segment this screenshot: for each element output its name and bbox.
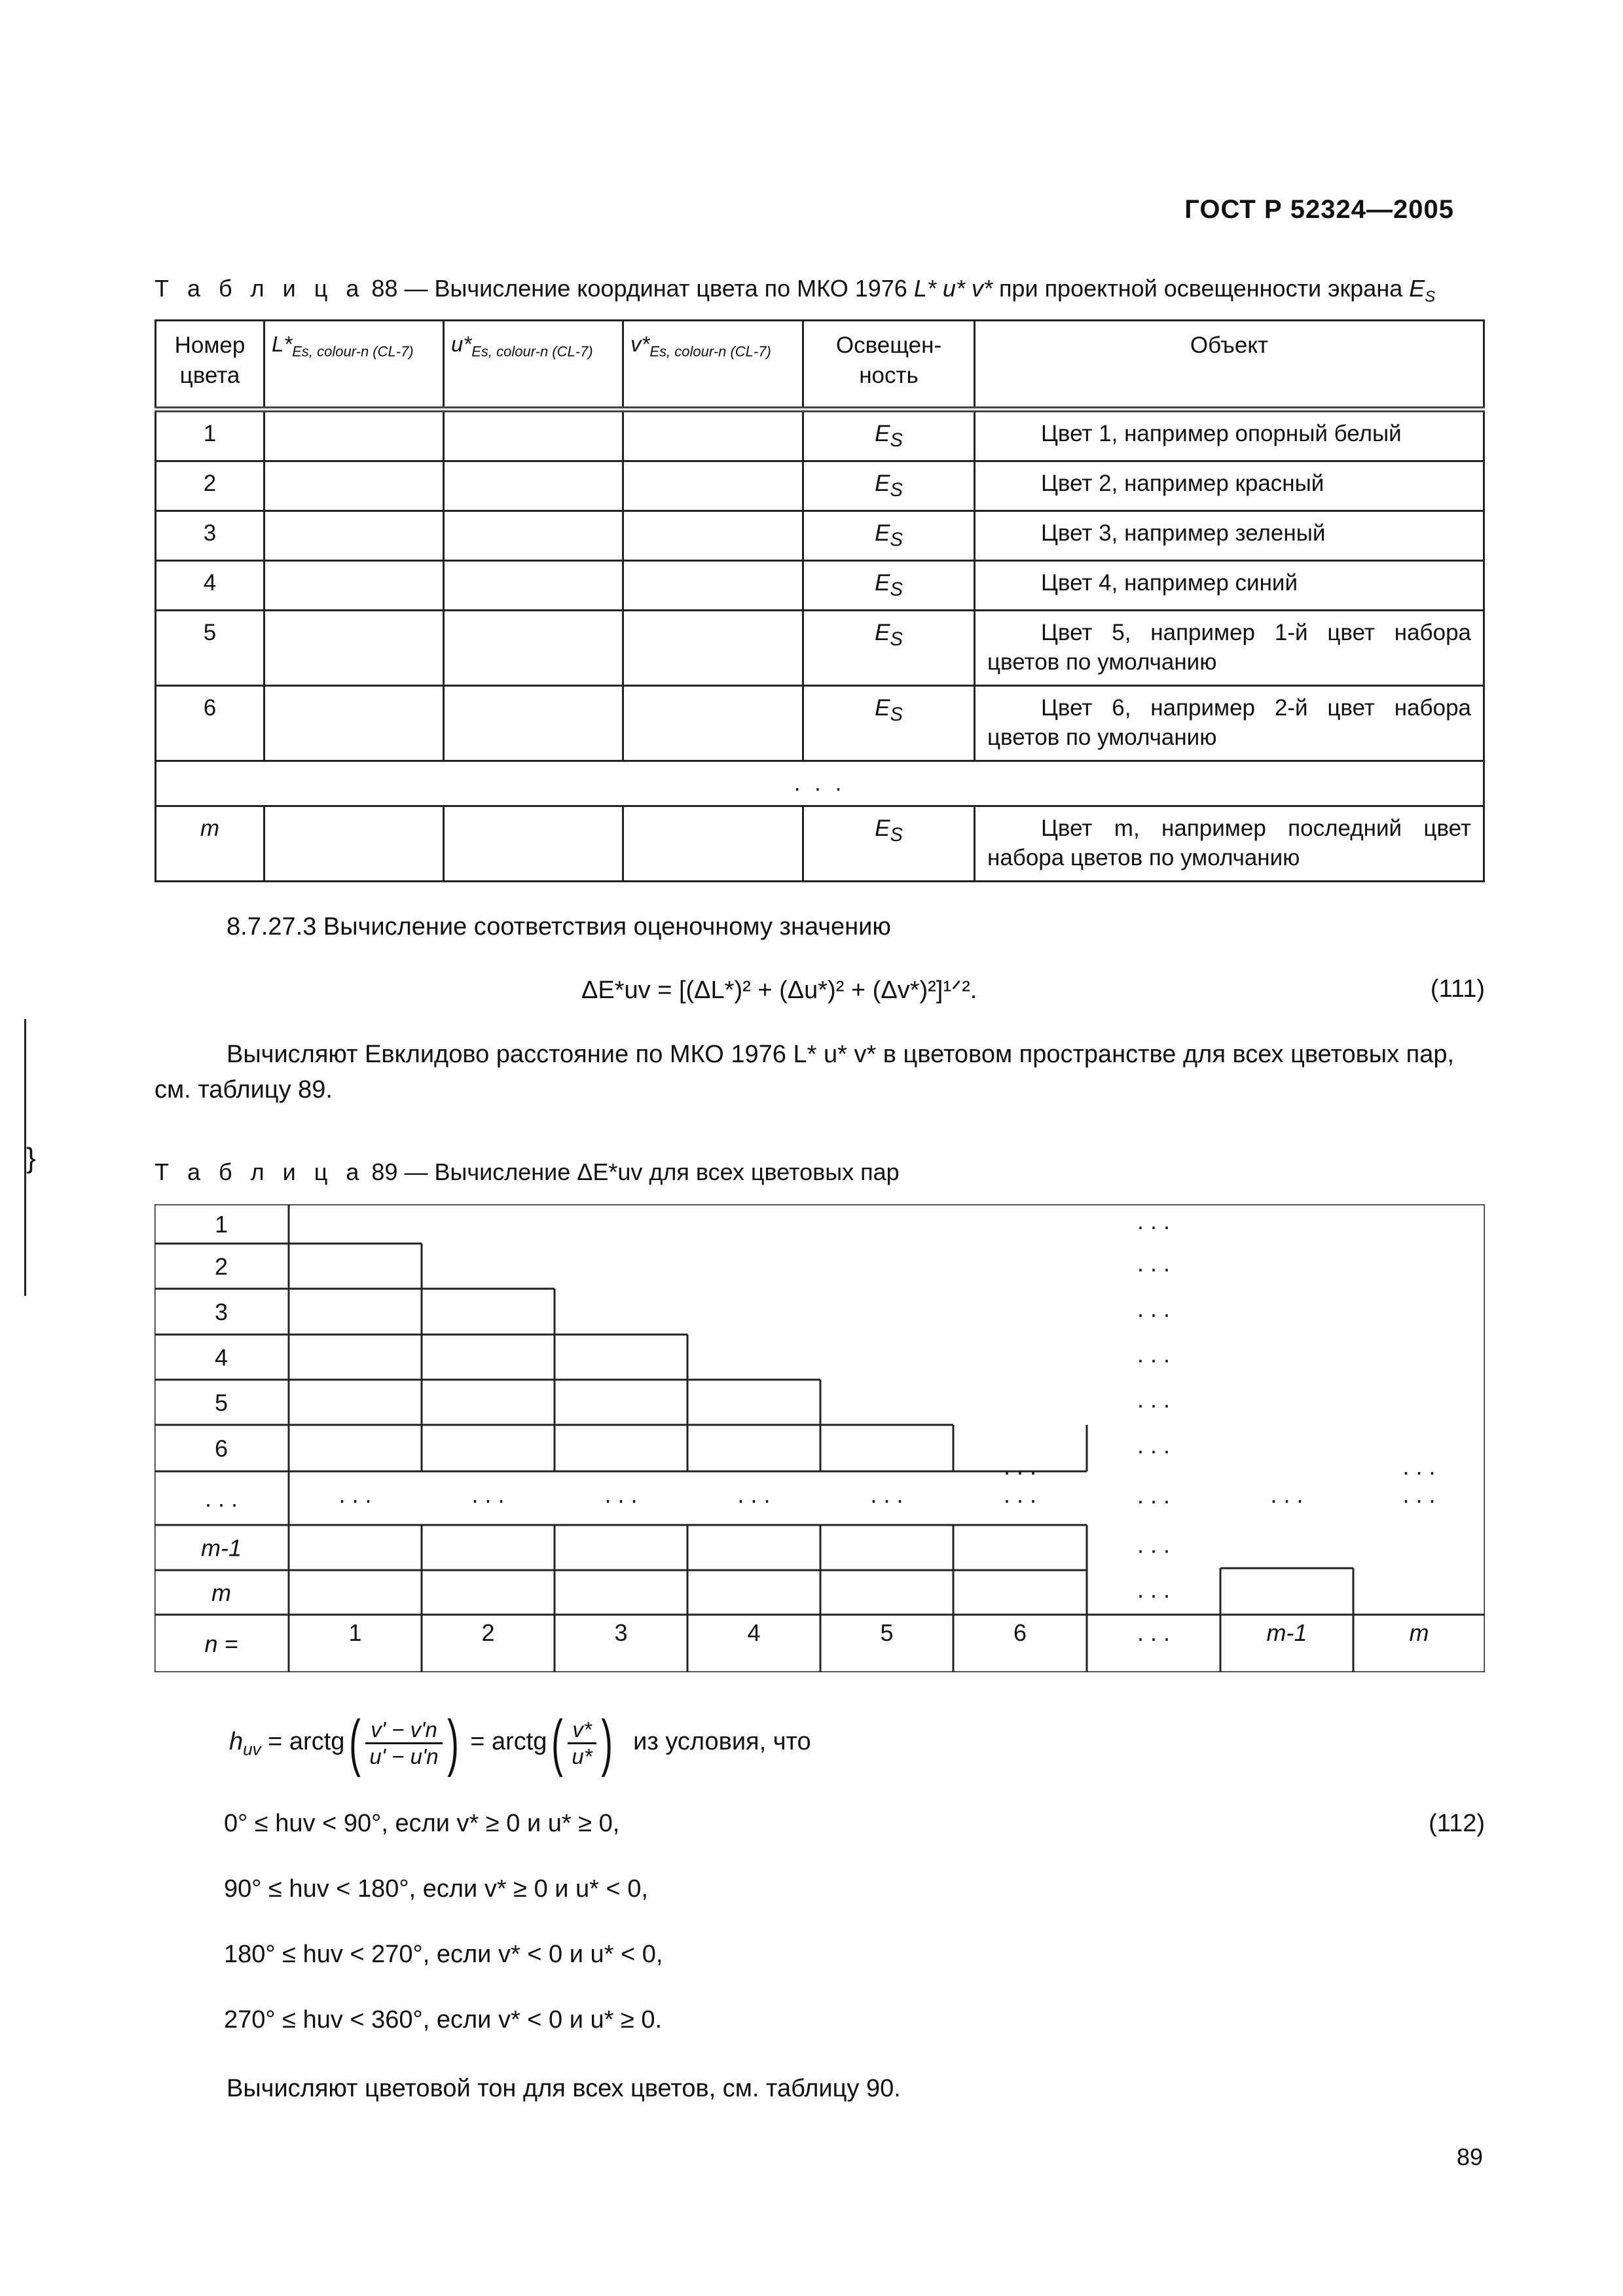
table-row xyxy=(156,511,1484,560)
empty-cell xyxy=(623,806,803,881)
formula-111-number: (111) xyxy=(1430,975,1485,1003)
table-89-col-label: 2 xyxy=(481,1619,495,1646)
row-object: Цвет m, например последний цвет набора цветов по умолчанию xyxy=(975,806,1484,881)
empty-cell xyxy=(623,410,803,461)
table-89-col-label: m xyxy=(1409,1619,1429,1646)
empty-cell xyxy=(264,610,444,685)
empty-cell xyxy=(444,610,623,685)
table-row xyxy=(156,560,1484,610)
row-object: Цвет 5, например 1-й цвет набора цветов по умолчанию xyxy=(975,610,1484,685)
table-89-row-label: . . . xyxy=(204,1485,238,1512)
table-88-header-u: $u*_{Es, colour-n (CL-7)}$ xyxy=(444,321,623,410)
row-object: Цвет 2, например красный xyxy=(975,461,1484,511)
row-object: Цвет 6, например 2-й цвет набора цветов по умолчанию xyxy=(975,685,1484,761)
empty-cell xyxy=(623,511,803,560)
empty-cell xyxy=(444,560,623,610)
row-illuminance: $E_S$ xyxy=(803,685,975,761)
table-89-col-label: 6 xyxy=(1013,1619,1027,1646)
empty-cell xyxy=(264,560,444,610)
table-row xyxy=(156,806,1484,881)
empty-cell xyxy=(264,461,444,511)
empty-cell xyxy=(623,560,803,610)
table-89-col-label: 4 xyxy=(747,1619,761,1646)
table-row xyxy=(156,461,1484,511)
section-paragraph: Вычисляют Евклидово расстояние по МКО 1976 L* u* v* в цветовом пространстве для всех цветовых пар, см. таблицу 89. xyxy=(155,1041,1455,1103)
table-89-ellipsis: . . . xyxy=(1137,1531,1171,1558)
empty-cell xyxy=(623,461,803,511)
empty-cell xyxy=(623,610,803,685)
closing-paragraph: Вычисляют цветовой тон для всех цветов, см. таблицу 90. xyxy=(227,2075,901,2102)
table-89-col-label: 5 xyxy=(880,1619,894,1646)
table-row-ellipsis xyxy=(156,761,1484,806)
table-89-ellipsis: . . . xyxy=(1137,1295,1171,1322)
table-88-header-number: Номер цвета xyxy=(156,321,264,410)
table-89-row-label: 3 xyxy=(214,1299,228,1325)
table-88-header-illuminance: Освещен-ность xyxy=(803,321,975,410)
table-89-ellipsis: . . . xyxy=(1137,1576,1171,1603)
table-88-caption-word: Т а б л и ц а xyxy=(155,275,365,302)
table-89 xyxy=(155,1204,1485,1672)
table-89-row-label: 1 xyxy=(214,1211,228,1238)
table-88-caption-symbol: E xyxy=(1409,275,1425,302)
table-89-row-label: 5 xyxy=(214,1389,228,1416)
revision-brace-icon: } xyxy=(26,1142,36,1174)
empty-cell xyxy=(623,685,803,761)
table-89-row-label: 6 xyxy=(214,1435,228,1462)
ellipsis-cell: . . . xyxy=(156,761,1484,806)
empty-cell xyxy=(264,511,444,560)
table-88-header-object: Объект xyxy=(975,321,1484,410)
formula-112-number: (112) xyxy=(1429,1810,1485,1837)
table-row xyxy=(156,685,1484,761)
table-88-caption-number: 88 xyxy=(371,275,398,302)
table-89-ellipsis: . . . xyxy=(737,1481,771,1508)
empty-cell xyxy=(444,806,623,881)
table-89-grid xyxy=(155,1204,1485,1672)
table-89-ellipsis: . . . xyxy=(338,1481,372,1508)
row-illuminance: $E_S$ xyxy=(803,410,975,461)
table-89-ellipsis: . . . xyxy=(1137,1431,1171,1459)
table-88-caption-tail: при проектной освещенности экрана xyxy=(998,275,1403,302)
table-89-row-label: n = xyxy=(204,1630,238,1657)
row-number: 3 xyxy=(156,511,264,560)
hue-condition-2: 90° ≤ huv < 180°, если v* ≥ 0 и u* < 0, xyxy=(224,1875,648,1903)
row-object: Цвет 3, например зеленый xyxy=(975,511,1484,560)
table-89-ellipsis: . . . xyxy=(471,1481,505,1508)
table-89-row-label: m-1 xyxy=(201,1534,242,1562)
empty-cell xyxy=(264,685,444,761)
table-89-ellipsis: . . . xyxy=(1137,1482,1171,1509)
table-89-col-label: m-1 xyxy=(1266,1619,1307,1646)
empty-cell xyxy=(444,410,623,461)
table-89-ellipsis: . . . xyxy=(1137,1249,1171,1277)
empty-cell xyxy=(444,511,623,560)
empty-cell xyxy=(444,461,623,511)
table-88-caption-coords: L* u* v* xyxy=(913,275,993,302)
table-row xyxy=(156,610,1484,685)
table-89-row-label: 4 xyxy=(214,1344,228,1371)
row-number: 1 xyxy=(156,410,264,461)
row-illuminance: $E_S$ xyxy=(803,461,975,511)
section-heading: 8.7.27.3 Вычисление соответствия оценочному значению xyxy=(227,913,891,941)
row-illuminance: $E_S$ xyxy=(803,610,975,685)
row-illuminance: $E_S$ xyxy=(803,511,975,560)
table-88-caption xyxy=(155,275,1435,306)
table-88-header-row xyxy=(156,321,1484,410)
table-89-ellipsis: . . . xyxy=(1270,1481,1304,1508)
formula-111: ΔE*uv = [(ΔL*)² + (Δu*)² + (Δv*)²]¹ᐟ². xyxy=(581,977,977,1004)
row-illuminance: $E_S$ xyxy=(803,560,975,610)
row-object: Цвет 1, например опорный белый xyxy=(975,410,1484,461)
table-88-caption-text: — Вычисление координат цвета по МКО 1976 xyxy=(404,275,907,302)
table-89-col-label: 1 xyxy=(348,1619,362,1646)
table-89-row-label: m xyxy=(211,1579,231,1606)
table-89-caption: Т а б л и ц а 89 — Вычисление ΔE*uv для всех цветовых пар xyxy=(155,1158,900,1185)
page-number: 89 xyxy=(1456,2144,1483,2170)
table-89-col-label: 3 xyxy=(614,1619,628,1646)
row-number: m xyxy=(156,806,264,881)
table-row xyxy=(156,410,1484,461)
table-88-header-v: $v*_{Es, colour-n (CL-7)}$ xyxy=(623,321,803,410)
empty-cell xyxy=(444,685,623,761)
row-object: Цвет 4, например синий xyxy=(975,560,1484,610)
hue-condition-3: 180° ≤ huv < 270°, если v* < 0 и u* < 0, xyxy=(224,1941,663,1968)
row-number: 6 xyxy=(156,685,264,761)
empty-cell xyxy=(264,410,444,461)
table-89-ellipsis: . . . xyxy=(1003,1453,1037,1480)
table-89-ellipsis: . . . xyxy=(1402,1453,1436,1480)
row-illuminance: $E_S$ xyxy=(803,806,975,881)
table-89-ellipsis: . . . xyxy=(604,1481,638,1508)
document-standard-number: ГОСТ Р 52324—2005 xyxy=(1184,195,1454,224)
table-89-row-label: 2 xyxy=(214,1253,228,1280)
table-88-header-L: $L*_{Es, colour-n (CL-7)}$ xyxy=(264,321,444,410)
hue-condition-4: 270° ≤ huv < 360°, если v* < 0 и u* ≥ 0. xyxy=(224,2006,663,2034)
table-89-ellipsis: . . . xyxy=(1137,1208,1171,1234)
table-89-ellipsis: . . . xyxy=(1402,1481,1436,1508)
row-number: 5 xyxy=(156,610,264,685)
hue-formula: $h_{uv}$ = arctg( $\frac{v' - v'n}{u' - u'n}$ ) = arctg( $\frac{v*}{u*}$ ) из условия, что xyxy=(229,1708,811,1778)
table-89-ellipsis: . . . xyxy=(1003,1481,1037,1508)
table-88-caption-symbol-sub: S xyxy=(1425,288,1436,306)
empty-cell xyxy=(264,806,444,881)
table-89-ellipsis: . . . xyxy=(1137,1340,1171,1368)
row-number: 2 xyxy=(156,461,264,511)
table-89-ellipsis: . . . xyxy=(1137,1386,1171,1413)
row-number: 4 xyxy=(156,560,264,610)
hue-condition-1: 0° ≤ huv < 90°, если v* ≥ 0 и u* ≥ 0, xyxy=(224,1810,620,1837)
table-89-col-label: . . . xyxy=(1137,1619,1171,1646)
table-88 xyxy=(155,319,1485,882)
table-89-ellipsis: . . . xyxy=(870,1481,903,1508)
